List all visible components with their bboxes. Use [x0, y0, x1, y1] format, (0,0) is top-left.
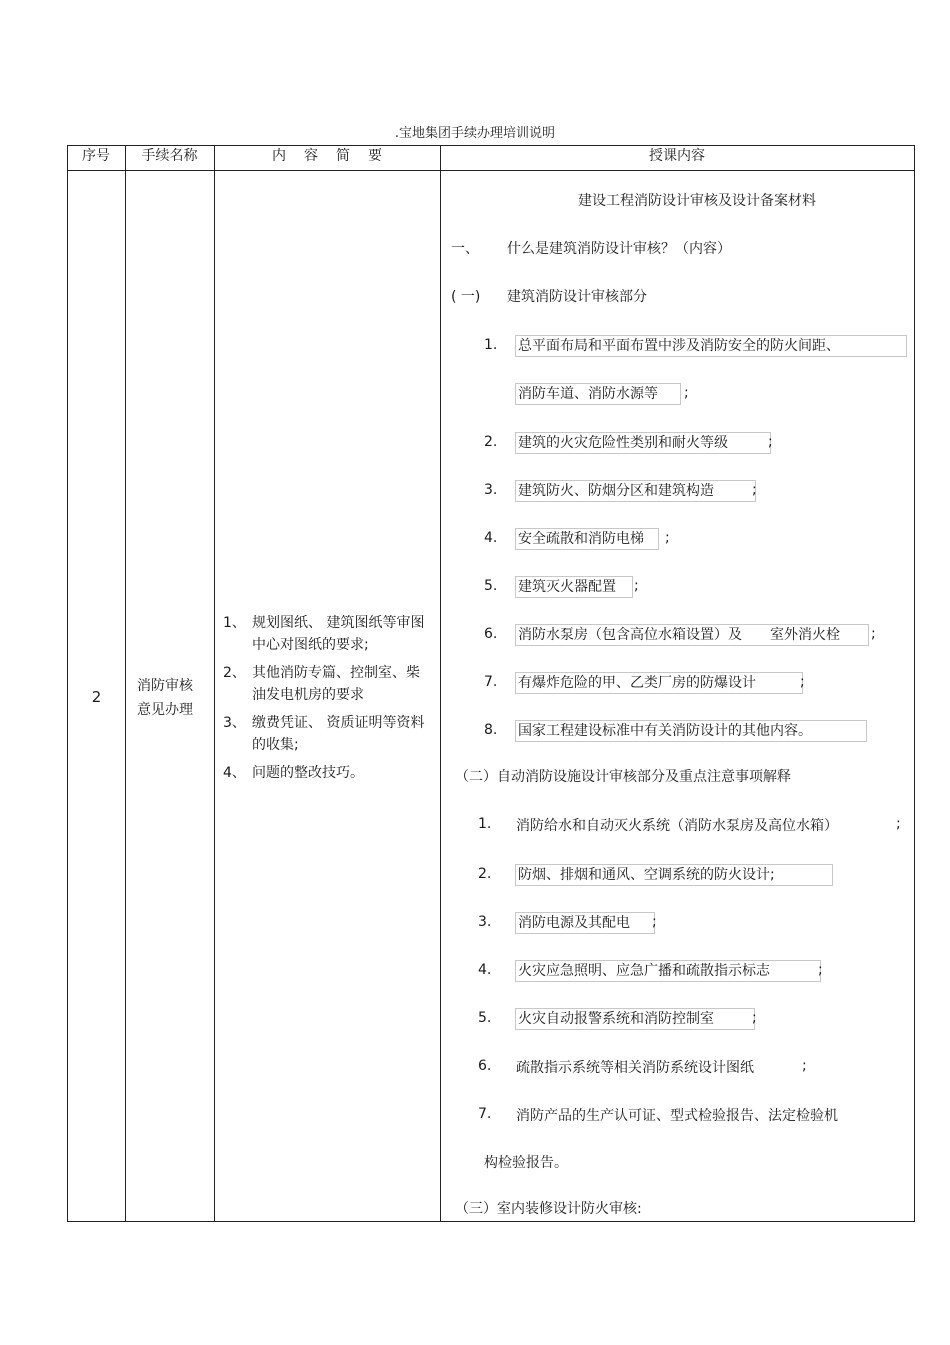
list-item-number: 5. — [478, 1010, 492, 1026]
list-item-semicolon: ; — [896, 816, 901, 832]
list-item-number: 6. — [484, 626, 498, 642]
list-item-number: 2. — [478, 866, 492, 882]
summary-list — [223, 612, 433, 790]
list-item-text: 建筑灭火器配置 — [515, 576, 633, 598]
procedure-name-line1: 消防审核 — [137, 678, 193, 694]
section-2-title: （二）自动消防设施设计审核部分及重点注意事项解释 — [455, 769, 791, 785]
summary-item-text: 其他消防专篇、控制室、柴油发电机房的要求 — [252, 665, 420, 703]
section-1-number: ( 一) — [451, 289, 481, 305]
list-item-number: 8. — [484, 722, 498, 738]
list-item-text: 消防车道、消防水源等 — [515, 383, 681, 405]
list-item-semicolon: ; — [800, 674, 805, 690]
list-item-text: 国家工程建设标准中有关消防设计的其他内容。 — [515, 720, 867, 742]
list-item-number: 7. — [484, 674, 498, 690]
column-divider-3 — [440, 145, 441, 1222]
summary-item-text: 缴费凭证、 资质证明等资料的收集; — [252, 715, 425, 753]
list-item-number: 6. — [478, 1058, 492, 1074]
list-item-text: 建筑的火灾危险性类别和耐火等级 — [515, 432, 771, 454]
summary-item-number: 4、 — [223, 765, 246, 781]
list-item-text: 建筑防火、防烟分区和建筑构造 — [515, 480, 756, 502]
content-heading: 建设工程消防设计审核及设计备案材料 — [578, 193, 816, 209]
list-item-text: 火灾自动报警系统和消防控制室 — [515, 1008, 755, 1030]
list-item-semicolon: ; — [752, 482, 757, 498]
list-item-text: 有爆炸危险的甲、乙类厂房的防爆设计 — [515, 672, 803, 694]
list-item-text: 消防电源及其配电 — [515, 912, 655, 934]
list-item-semicolon: ; — [752, 1010, 757, 1026]
summary-item — [223, 662, 433, 706]
list-item-number: 1. — [484, 337, 498, 353]
list-item-semicolon: ; — [871, 626, 876, 642]
list-item-number: 3. — [484, 482, 498, 498]
header-name: 手续名称 — [141, 148, 198, 164]
document-title: .宝地集团手续办理培训说明 — [394, 126, 556, 141]
question-number: 一、 — [451, 241, 479, 257]
list-item-text: 疏散指示系统等相关消防系统设计图纸 — [516, 1060, 754, 1076]
summary-item-text: 规划图纸、 建筑图纸等审图中心对图纸的要求; — [252, 615, 425, 653]
summary-item — [223, 762, 433, 784]
list-item-semicolon: ; — [768, 434, 773, 450]
table-border-bottom — [67, 1221, 915, 1222]
header-seq: 序号 — [82, 148, 110, 164]
column-divider-1 — [125, 145, 126, 1222]
list-item-text: 火灾应急照明、应急广播和疏散指示标志 — [515, 960, 821, 982]
list-item-text: 构检验报告。 — [484, 1155, 568, 1171]
procedure-name-line2: 意见办理 — [137, 702, 193, 718]
summary-item — [223, 712, 433, 756]
summary-item-number: 2、 — [223, 665, 246, 681]
list-item-number: 3. — [478, 914, 492, 930]
header-summary: 内容简要 — [272, 148, 400, 164]
list-item-number: 1. — [478, 816, 492, 832]
column-divider-2 — [214, 145, 215, 1222]
list-item-text: 防烟、排烟和通风、空调系统的防火设计; — [515, 864, 833, 886]
header-divider — [67, 170, 915, 171]
summary-item-text: 问题的整改技巧。 — [252, 765, 364, 781]
list-item-text: 总平面布局和平面布置中涉及消防安全的防火间距、 — [515, 335, 907, 357]
list-item-semicolon: ; — [634, 578, 639, 594]
section-1-title: 建筑消防设计审核部分 — [507, 289, 647, 305]
list-item-number: 4. — [484, 530, 498, 546]
section-3-title: （三）室内装修设计防火审核: — [455, 1201, 642, 1217]
list-item-text: 消防给水和自动灭火系统（消防水泵房及高位水箱） — [516, 818, 838, 834]
list-item-semicolon: ; — [665, 530, 670, 546]
list-item-number: 4. — [478, 962, 492, 978]
row-seq-number: 2 — [91, 688, 102, 706]
list-item-text: 消防水泵房（包含高位水箱设置）及 室外消火栓 — [515, 624, 869, 646]
list-item-number: 5. — [484, 578, 498, 594]
list-item-semicolon: ; — [684, 385, 689, 401]
table-border-right — [914, 145, 915, 1222]
header-content: 授课内容 — [649, 148, 705, 164]
list-item-semicolon: ; — [818, 962, 823, 978]
list-item-text: 安全疏散和消防电梯 — [515, 528, 659, 550]
list-item-number: 2. — [484, 434, 498, 450]
list-item-semicolon: ; — [652, 914, 657, 930]
list-item-text: 消防产品的生产认可证、型式检验报告、法定检验机 — [516, 1108, 838, 1124]
procedure-name — [137, 674, 212, 722]
list-item-semicolon: ; — [802, 1058, 807, 1074]
summary-item-number: 1、 — [223, 615, 246, 631]
table-border-left — [67, 145, 68, 1222]
list-item-number: 7. — [478, 1106, 492, 1122]
question-text: 什么是建筑消防设计审核？（内容） — [507, 241, 731, 257]
summary-item-number: 3、 — [223, 715, 246, 731]
summary-item — [223, 612, 433, 656]
